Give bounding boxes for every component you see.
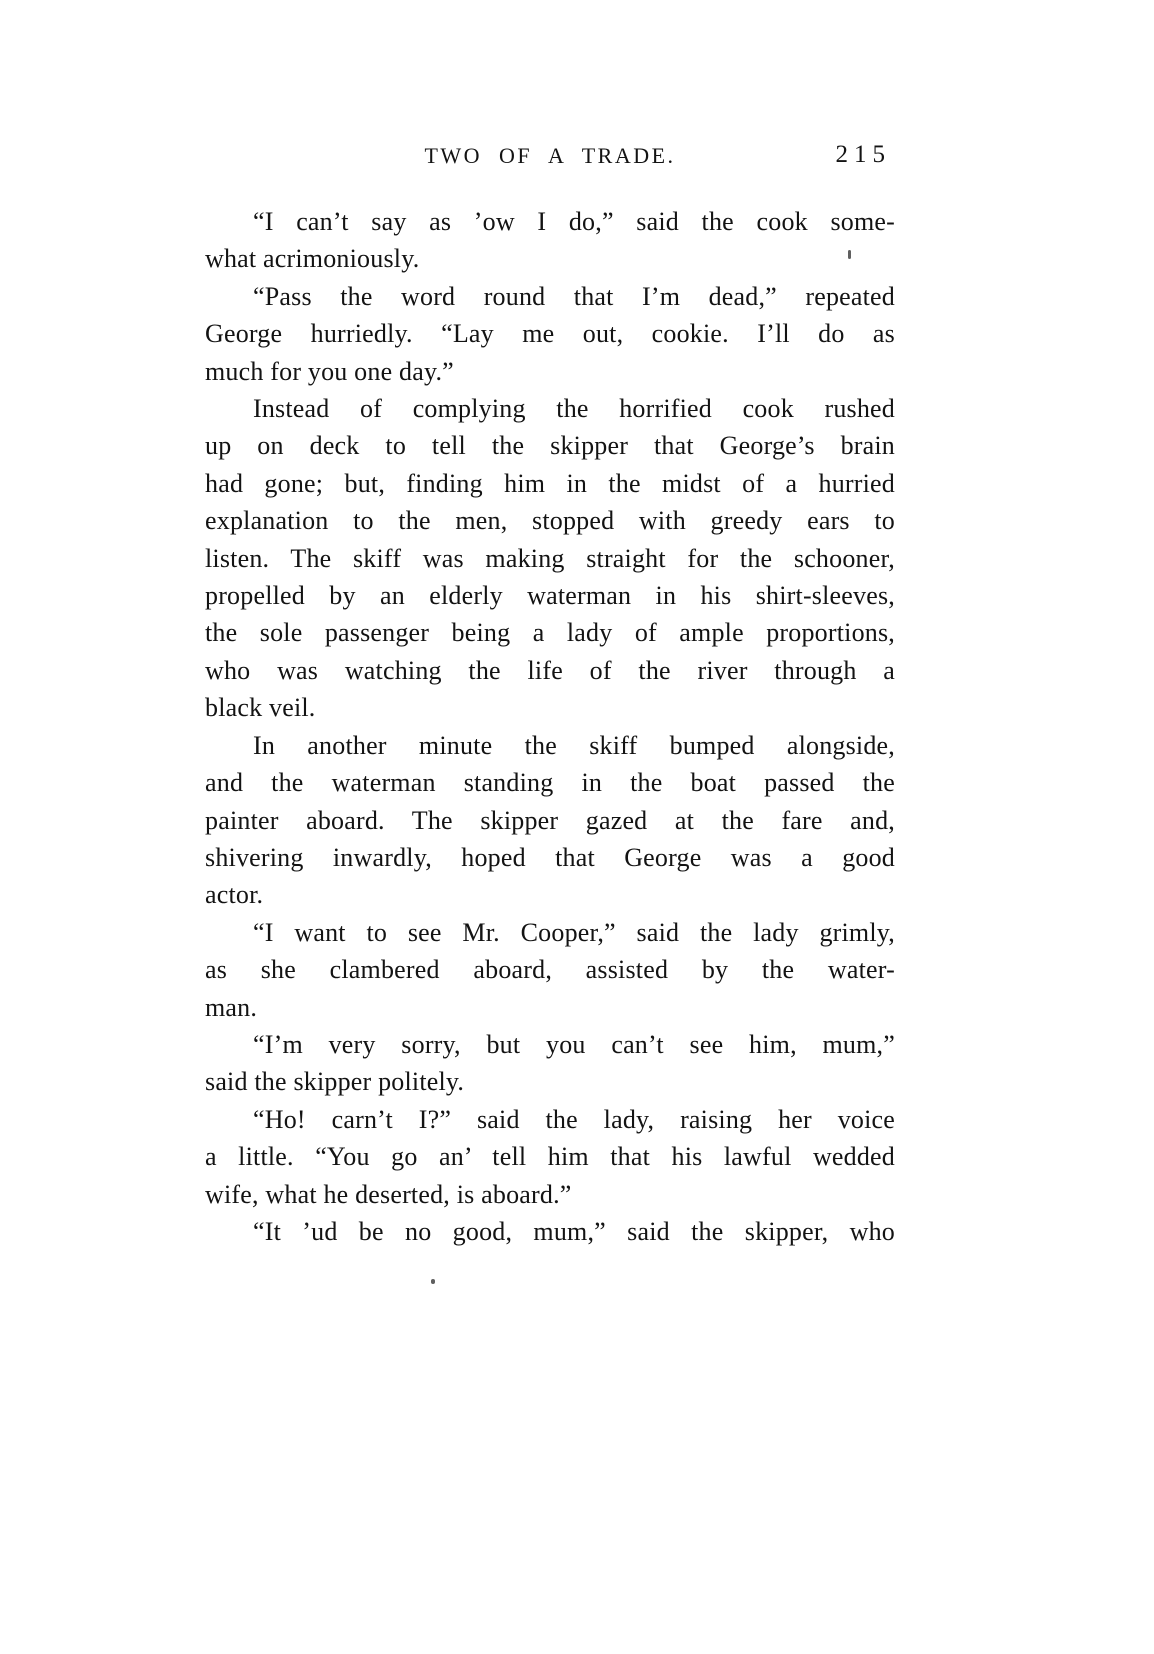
text-line: black veil. [205,693,316,723]
text-line: who was watching the life of the river through a [205,655,895,685]
text-line: as she clambered aboard, assisted by the water- [205,955,895,985]
text-line: much for you one day.” [205,356,454,386]
text-line: propelled by an elderly waterman in his shirt-sleeves, [205,581,895,611]
text-line: “I want to see Mr. Cooper,” said the lady grimly, [253,917,895,947]
text-line: In another minute the skiff bumped alongside, [253,730,895,760]
text-body [205,203,895,1250]
scan-artifact [431,1279,435,1284]
running-header [205,143,895,175]
text-line: “Ho! carn’t I?” said the lady, raising her voice [253,1104,895,1134]
page-number: 215 [835,141,891,168]
text-line: actor. [205,880,264,910]
text-line: had gone; but, finding him in the midst of a hurried [205,468,895,498]
page-title: TWO OF A TRADE. [424,143,676,168]
text-line: up on deck to tell the skipper that George’s brain [205,431,895,461]
text-line: “I’m very sorry, but you can’t see him, mum,” [253,1029,895,1059]
text-line: explanation to the men, stopped with greedy ears to [205,506,895,536]
text-line: George hurriedly. “Lay me out, cookie. I’ll do as [205,319,895,349]
text-line: a little. “You go an’ tell him that his lawful wedded [205,1142,895,1172]
text-line: Instead of complying the horrified cook rushed [253,394,895,424]
text-line: “I can’t say as ’ow I do,” said the cook some- [253,207,895,236]
scan-artifact [848,250,851,259]
text-line: the sole passenger being a lady of ample proportions, [205,618,895,648]
text-line: and the waterman standing in the boat passed the [205,768,895,798]
text-line: “It ’ud be no good, mum,” said the skipper, who [253,1216,895,1246]
text-line: said the skipper politely. [205,1067,465,1097]
text-line: man. [205,992,258,1022]
text-line: painter aboard. The skipper gazed at the fare and, [205,805,895,835]
text-line: shivering inwardly, hoped that George was a good [205,842,895,872]
text-line: what acrimoniously. [205,244,420,274]
text-line: wife, what he deserted, is aboard.” [205,1179,572,1209]
text-line: “Pass the word round that I’m dead,” repeated [253,281,895,311]
text-line: listen. The skiff was making straight for the schooner, [205,543,895,573]
